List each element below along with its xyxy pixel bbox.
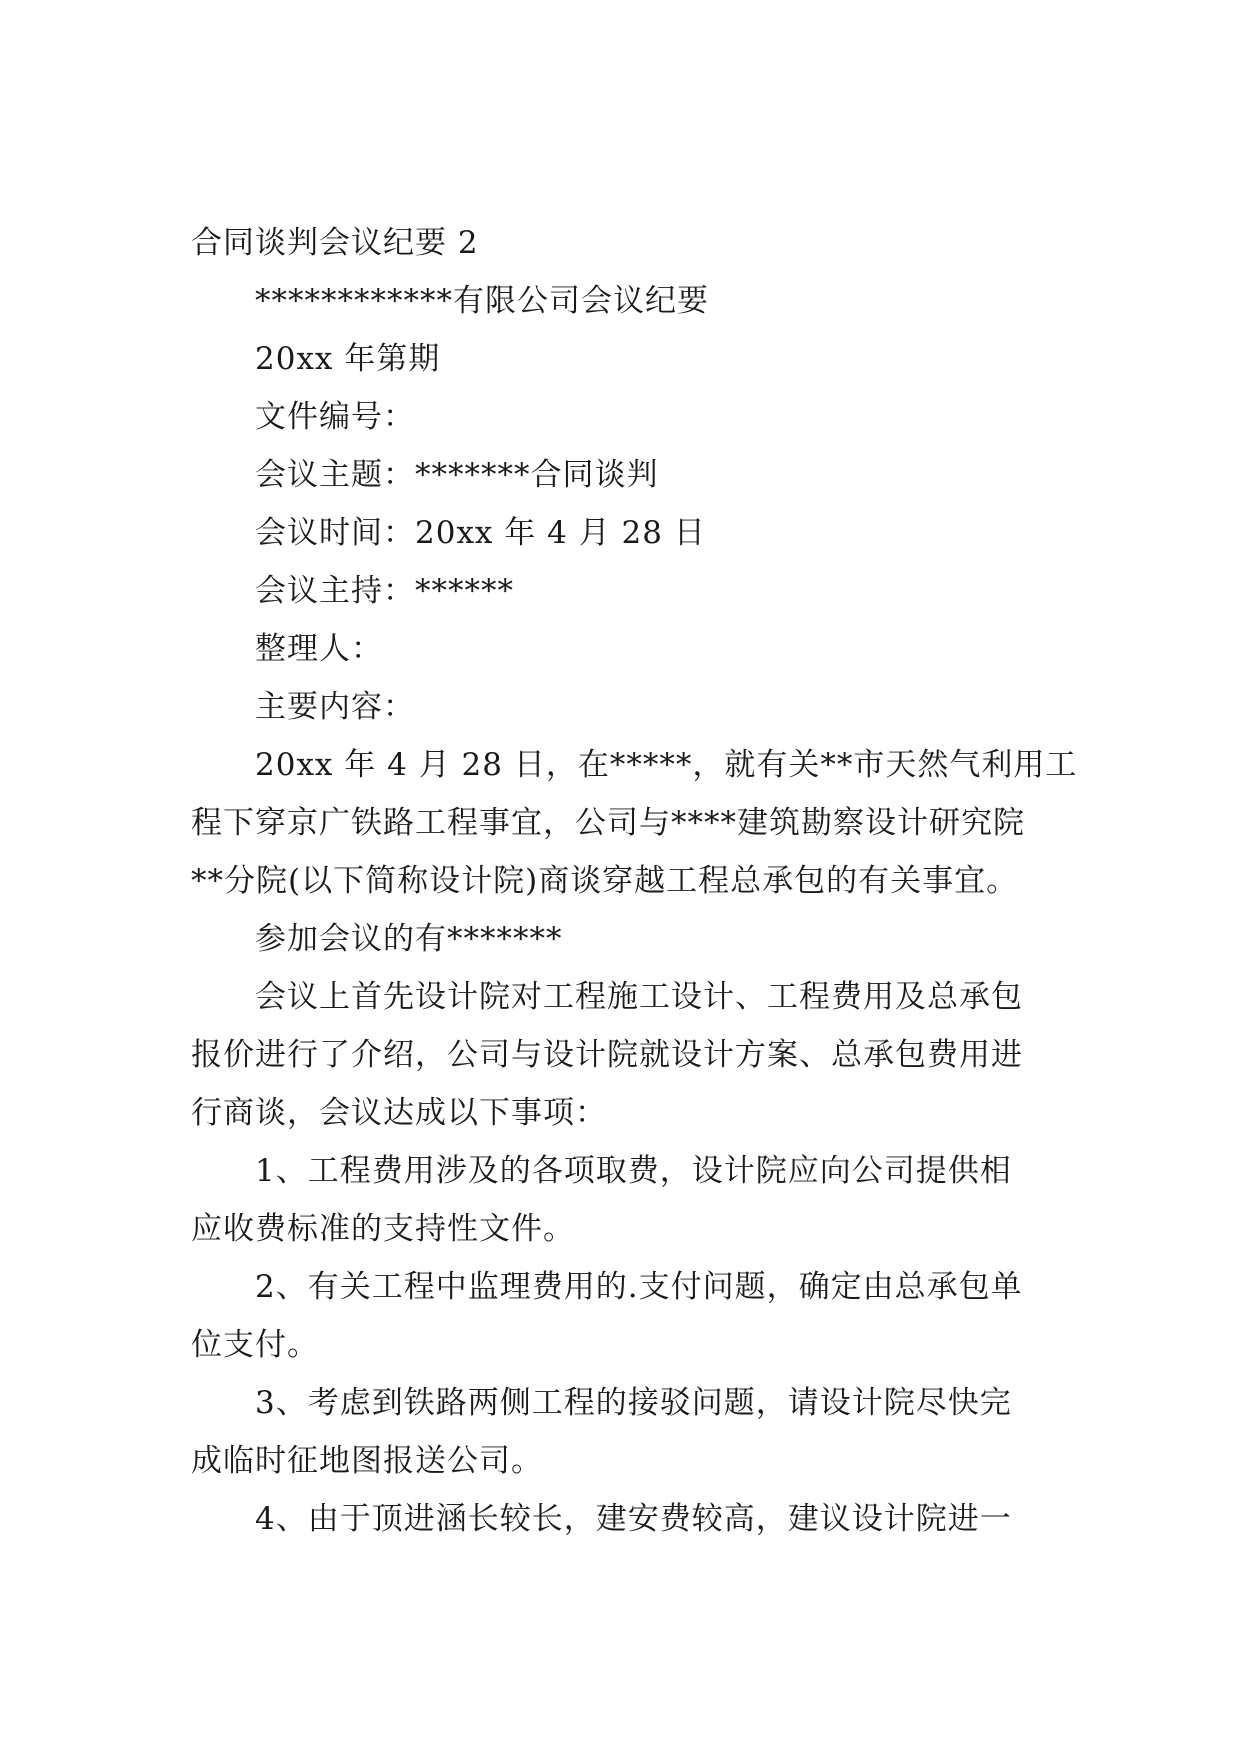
document-title: 合同谈判会议纪要 2 [191, 225, 479, 261]
intro-line: **分院(以下简称设计院)商谈穿越工程总承包的有关事宜。 [191, 863, 1019, 899]
discussion-line: 会议上首先设计院对工程施工设计、工程费用及总承包 [255, 979, 1023, 1015]
intro-line: 20xx 年 4 月 28 日，在*****，就有关**市天然气利用工 [255, 747, 1078, 783]
meeting-time: 会议时间：20xx 年 4 月 28 日 [255, 515, 706, 551]
issue-line: 20xx 年第期 [255, 341, 441, 377]
agreement-item-4 [191, 1490, 1061, 1548]
discussion-line: 报价进行了介绍，公司与设计院就设计方案、总承包费用进 [191, 1037, 1023, 1073]
item-line: 成临时征地图报送公司。 [191, 1443, 543, 1479]
main-content-label: 主要内容： [255, 689, 415, 725]
attendees-line: 参加会议的有******* [255, 921, 563, 957]
meeting-topic: 会议主题：*******合同谈判 [255, 457, 659, 493]
document-body [191, 214, 1078, 1548]
intro-line: 程下穿京广铁路工程事宜，公司与****建筑勘察设计研究院 [191, 805, 1025, 841]
company-minutes-heading: ************有限公司会议纪要 [255, 283, 709, 319]
agreement-item-3 [191, 1374, 1061, 1490]
meeting-host: 会议主持：****** [255, 573, 514, 609]
intro-paragraph [191, 736, 1078, 910]
item-line: 3、考虑到铁路两侧工程的接驳问题，请设计院尽快完 [255, 1385, 1012, 1421]
item-line: 1、工程费用涉及的各项取费，设计院应向公司提供相 [255, 1153, 1012, 1189]
discussion-line: 行商谈，会议达成以下事项： [191, 1095, 607, 1131]
recorder-label: 整理人： [255, 631, 383, 667]
discussion-paragraph [191, 968, 1061, 1142]
file-number-label: 文件编号： [255, 399, 415, 435]
agreement-item-1 [191, 1142, 1061, 1258]
item-line: 位支付。 [191, 1327, 319, 1363]
agreement-item-2 [191, 1258, 1061, 1374]
item-line: 应收费标准的支持性文件。 [191, 1211, 575, 1247]
item-line: 2、有关工程中监理费用的.支付问题，确定由总承包单 [255, 1269, 1023, 1305]
item-line: 4、由于顶进涵长较长，建安费较高，建议设计院进一 [255, 1501, 1012, 1537]
